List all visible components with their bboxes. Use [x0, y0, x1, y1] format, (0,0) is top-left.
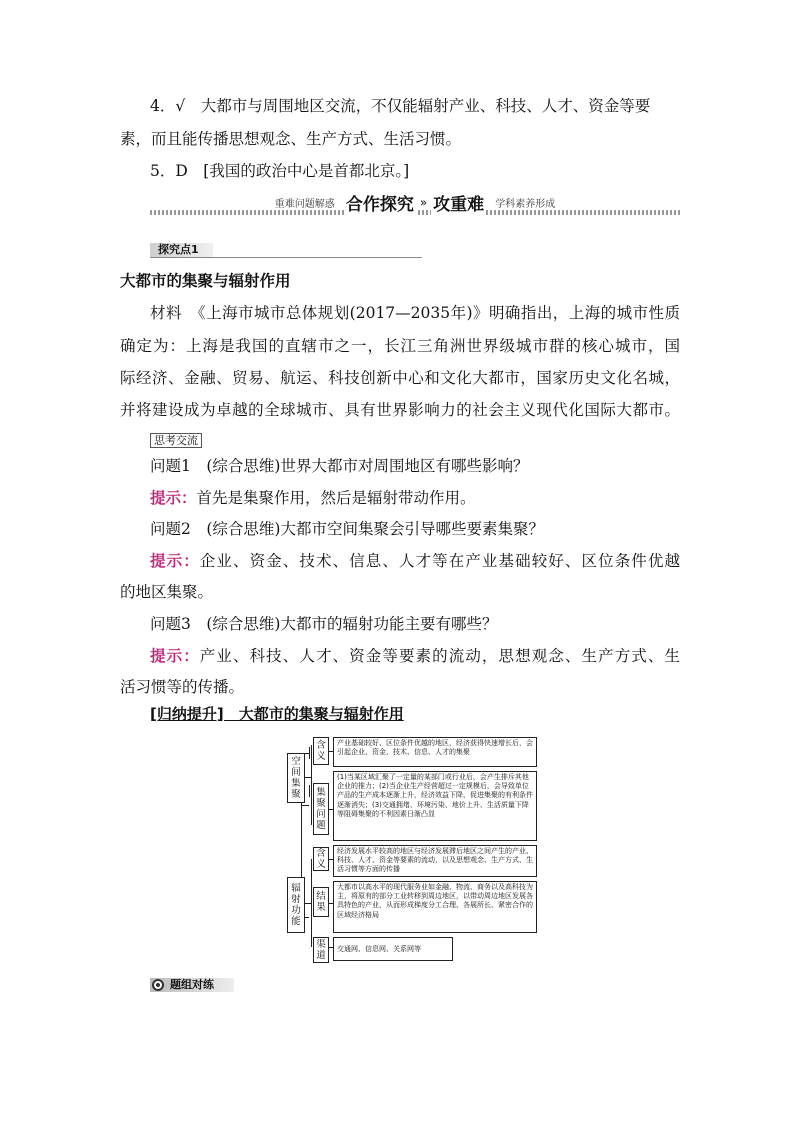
rad-label-box — [287, 877, 305, 933]
connector-line — [311, 745, 312, 825]
practice-tag — [150, 978, 234, 992]
explore-point-tag — [150, 243, 422, 258]
agg-problem-label: 集聚问题 — [316, 787, 326, 831]
hint-2-text: 企业、资金、技术、信息、人才等在产业基础较好、区位条件优越 — [199, 552, 680, 570]
hint-3-text: 产业、科技、人才、资金等要素的流动，思想观念、生产方式、生 — [199, 647, 680, 665]
agg-problem-box: (1)当某区域汇聚了一定量的某部门或行业后，会产生排斥其他企业的推力；(2)当企业生产经营超过一定规模后，会导致单位产品的生产成本逐渐上升，经济效益下降，促进集聚的有利条件逐渐消失；(3)交通拥堵、环境污染、地价上升、生活质量下降等阻碍集聚的不利因素日渐凸显 — [333, 771, 537, 841]
question-2: 问题2 (综合思维)大都市空间集聚会引导哪些要素集聚？ — [150, 520, 544, 538]
rad-result-label-box — [313, 887, 329, 917]
concept-diagram — [279, 737, 539, 965]
agg-meaning-label: 含义 — [316, 740, 326, 762]
rad-label: 辐射功能 — [291, 883, 301, 927]
answer-4-line1: 4．√ 大都市与周围地区交流，不仅能辐射产业、科技、人才、资金等要 — [150, 97, 651, 115]
section-title: 大都市的集聚与辐射作用 — [120, 272, 291, 290]
question-3: 问题3 (综合思维)大都市的辐射功能主要有哪些？ — [150, 615, 498, 633]
connector-line — [311, 859, 312, 947]
agg-problem-label-box — [313, 783, 329, 835]
section-banner — [150, 190, 680, 218]
rad-channel-label: 渠道 — [316, 939, 326, 961]
agg-label: 空间集聚 — [291, 756, 301, 800]
agg-meaning-box: 产业基础较好、区位条件优越的地区，经济获得快速增长后，会引起企业、资金、技术、信息、人才的集聚 — [333, 737, 537, 767]
material-line2: 确定为：上海是我国的直辖市之一，长江三角洲世界级城市群的核心城市，国 — [120, 337, 680, 355]
hint-label: 提示： — [150, 552, 200, 570]
agg-label-box — [287, 753, 305, 803]
rad-meaning-label: 含义 — [316, 848, 326, 870]
rad-channel-box: 交通网、信息网、关系网等 — [333, 937, 453, 961]
hint-3-line2: 活习惯等的传播。 — [120, 678, 245, 696]
connector-line — [309, 785, 310, 797]
agg-meaning-label-box — [313, 737, 329, 765]
hint-label: 提示： — [150, 489, 197, 507]
summary-tag: [归纳提升] 大都市的集聚与辐射作用 — [150, 705, 404, 723]
connector-line — [301, 805, 309, 806]
explore-point-label: 探究点1 — [150, 243, 213, 257]
hint-1-text: 首先是集聚作用，然后是辐射带动作用。 — [196, 489, 476, 507]
rad-result-label: 结果 — [316, 891, 326, 913]
question-1: 问题1 (综合思维)世界大都市对周围地区有哪些影响？ — [150, 457, 529, 475]
banner-left: 重难问题解惑 — [274, 199, 335, 210]
rad-meaning-box: 经济发展水平较高的地区与经济发展滞后地区之间产生的产业、科技、人才、资金等要素的流动，以及思想观念、生产方式、生活习惯等方面的传播 — [333, 845, 537, 877]
banner-right: 学科素养形成 — [495, 199, 556, 210]
hint-1 — [150, 487, 680, 509]
target-icon — [152, 979, 164, 991]
answer-4-line2: 素，而且能传播思想观念、生产方式、生活习惯。 — [120, 130, 462, 148]
rad-meaning-label-box — [313, 847, 329, 871]
answer-5: 5．D [我国的政治中心是首都北京。] — [150, 162, 410, 180]
connector-line — [309, 747, 310, 759]
rad-result-box: 大都市以高水平的现代服务业如金融、物流、商务以及高科技为主，将原有的部分工业转移到周边地区，以带动周边地区发展各具特色的产业，从而形成梯度分工合理、各展所长、紧密合作的区域经济格局 — [333, 881, 537, 933]
hint-2 — [150, 550, 680, 572]
practice-label: 题组对练 — [170, 978, 214, 991]
think-exchange-tag: 思考交流 — [150, 433, 202, 448]
banner-title-2: 攻重难 — [433, 195, 485, 215]
material-line4: 并将建设成为卓越的全球城市、具有世界影响力的社会主义现代化国际大都市。 — [120, 401, 680, 419]
rad-channel-label-box — [313, 937, 329, 963]
hint-2-line2: 的地区集聚。 — [120, 583, 214, 601]
material-line3: 际经济、金融、贸易、航运、科技创新中心和文化大都市，国家历史文化名城， — [120, 369, 680, 387]
banner-arrow-icon: » — [419, 195, 428, 210]
banner-title-1: 合作探究 — [345, 195, 414, 215]
hint-3 — [150, 645, 680, 667]
material-line1: 材料 《上海市城市总体规划(2017—2035年)》明确指出，上海的城市性质 — [150, 304, 680, 322]
hint-label: 提示： — [150, 647, 200, 665]
